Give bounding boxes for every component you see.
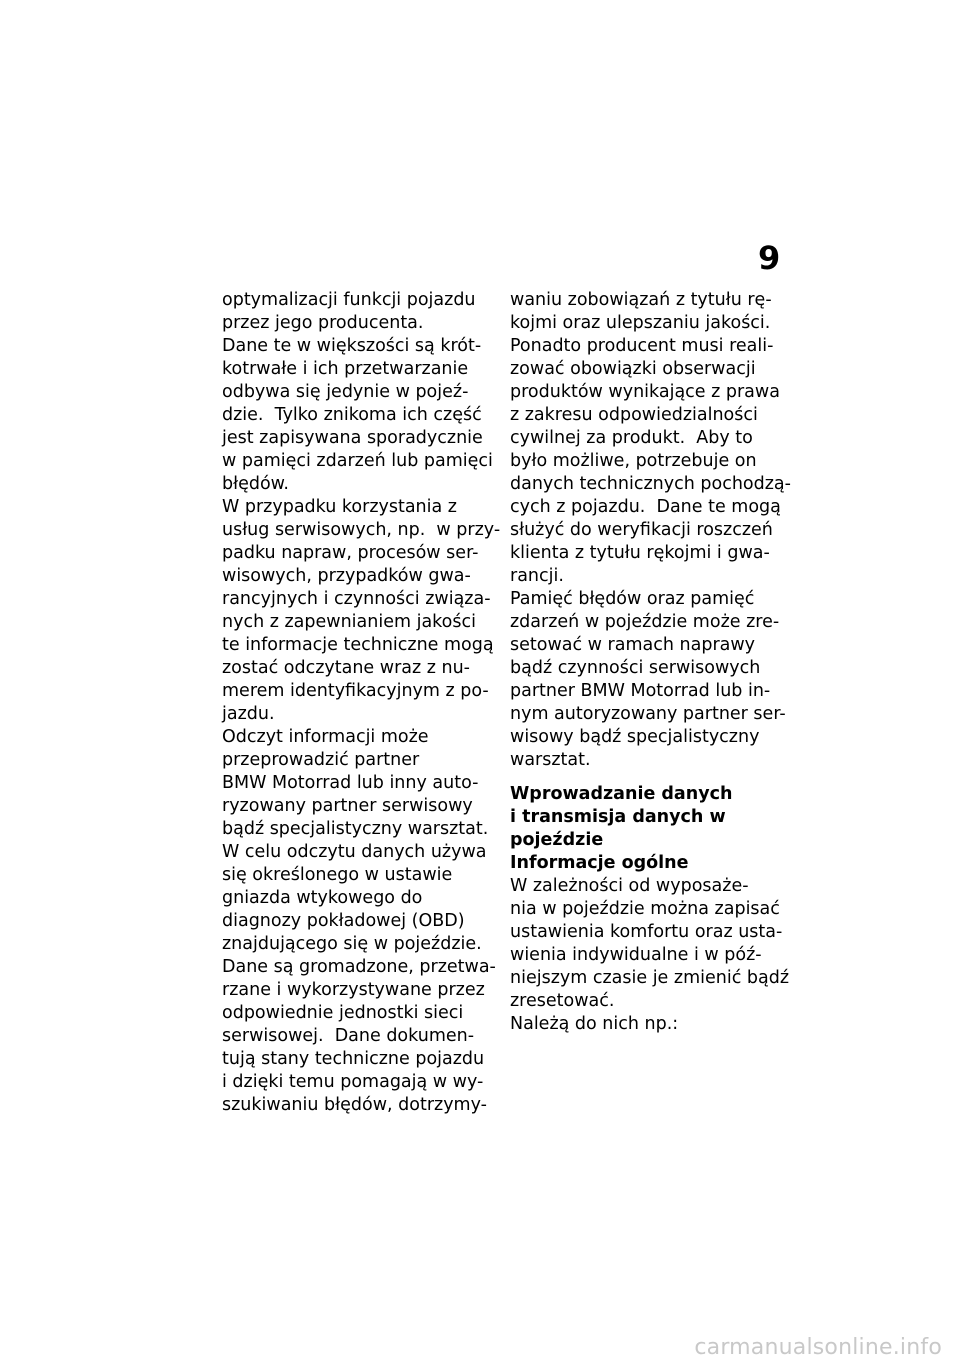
text-line: nych z zapewnianiem jakości [222, 612, 476, 632]
text-line: BMW Motorrad lub inny auto- [222, 773, 479, 793]
text-line: waniu zobowiązań z tytułu rę- [510, 290, 772, 310]
section-heading [510, 783, 795, 852]
text-line: zować obowiązki obserwacji [510, 359, 756, 379]
text-line: i dzięki temu pomagają w wy- [222, 1072, 484, 1092]
text-line: niejszym czasie je zmienić bądź [510, 968, 790, 988]
text-line: rancji. [510, 566, 564, 586]
text-line: merem identyfikacyjnym z po- [222, 681, 489, 701]
text-line: znajdującego się w pojeździe. [222, 934, 482, 954]
text-line: W celu odczytu danych używa [222, 842, 487, 862]
text-line: Ponadto producent musi reali- [510, 336, 774, 356]
text-line: nym autoryzowany partner ser- [510, 704, 786, 724]
text-line: Wprowadzanie danych [510, 784, 733, 804]
text-line: szukiwaniu błędów, dotrzymy- [222, 1095, 487, 1115]
text-line: jazdu. [222, 704, 275, 724]
text-line: przeprowadzić partner [222, 750, 420, 770]
text-line: bądź specjalistyczny warsztat. [222, 819, 489, 839]
text-line: dzie. Tylko znikoma ich część [222, 405, 482, 425]
text-line: klienta z tytułu rękojmi i gwa- [510, 543, 770, 563]
text-line: serwisowej. Dane dokumen- [222, 1026, 475, 1046]
text-line: z zakresu odpowiedzialności [510, 405, 758, 425]
text-line: służyć do weryfikacji roszczeń [510, 520, 773, 540]
text-line: w pamięci zdarzeń lub pamięci [222, 451, 493, 471]
text-line: rzane i wykorzystywane przez [222, 980, 485, 1000]
text-line: jest zapisywana sporadycznie [222, 428, 483, 448]
text-line: optymalizacji funkcji pojazdu [222, 290, 476, 310]
text-line: odpowiednie jednostki sieci [222, 1003, 464, 1023]
text-line: pojeździe [510, 830, 604, 850]
text-line: zresetować. [510, 991, 615, 1011]
right-column [510, 289, 795, 1036]
text-line: produktów wynikające z prawa [510, 382, 780, 402]
text-line: gniazda wtykowego do [222, 888, 423, 908]
text-line: się określonego w ustawie [222, 865, 453, 885]
text-line: wisowy bądź specjalistyczny [510, 727, 760, 747]
text-line: cywilnej za produkt. Aby to [510, 428, 753, 448]
text-line: Pamięć błędów oraz pamięć [510, 589, 755, 609]
text-line: tują stany techniczne pojazdu [222, 1049, 485, 1069]
text-line: zostać odczytane wraz z nu- [222, 658, 470, 678]
text-line: rancyjnych i czynności związa- [222, 589, 491, 609]
text-line: i transmisja danych w [510, 807, 726, 827]
text-line: było możliwe, potrzebuje on [510, 451, 757, 471]
text-line: zdarzeń w pojeździe może zre- [510, 612, 780, 632]
text-line: te informacje techniczne mogą [222, 635, 494, 655]
text-line: Dane są gromadzone, przetwa- [222, 957, 496, 977]
text-line: wisowych, przypadków gwa- [222, 566, 471, 586]
text-line: kotrwałe i ich przetwarzanie [222, 359, 469, 379]
watermark: carmanualsonline.info [694, 1335, 942, 1360]
text-line: usług serwisowych, np. w przy- [222, 520, 501, 540]
text-line: ryzowany partner serwisowy [222, 796, 473, 816]
text-line: nia w pojeździe można zapisać [510, 899, 780, 919]
text-line: cych z pojazdu. Dane te mogą [510, 497, 781, 517]
text-line: warsztat. [510, 750, 591, 770]
text-line: diagnozy pokładowej (OBD) [222, 911, 465, 931]
text-line: setować w ramach naprawy [510, 635, 756, 655]
text-line: padku napraw, procesów ser- [222, 543, 479, 563]
text-line: ustawienia komfortu oraz usta- [510, 922, 783, 942]
right-column-body-2 [510, 875, 795, 1036]
text-line: błędów. [222, 474, 289, 494]
text-line: Dane te w większości są krót- [222, 336, 482, 356]
page-number: 9 [758, 239, 781, 277]
text-line: danych technicznych pochodzą- [510, 474, 791, 494]
right-column-body [510, 289, 795, 772]
text-line: Odczyt informacji może [222, 727, 429, 747]
left-column [222, 289, 502, 1117]
text-line: przez jego producenta. [222, 313, 424, 333]
text-line: odbywa się jedynie w pojeź- [222, 382, 469, 402]
text-line: partner BMW Motorrad lub in- [510, 681, 771, 701]
text-line: W przypadku korzystania z [222, 497, 457, 517]
subheading-block [510, 852, 795, 875]
subsection-heading: Informacje ogólne [510, 853, 689, 873]
text-line: wienia indywidualne i w póź- [510, 945, 762, 965]
text-line: kojmi oraz ulepszaniu jakości. [510, 313, 771, 333]
text-line: Należą do nich np.: [510, 1014, 679, 1034]
text-line: bądź czynności serwisowych [510, 658, 761, 678]
text-line: W zależności od wyposaże- [510, 876, 749, 896]
